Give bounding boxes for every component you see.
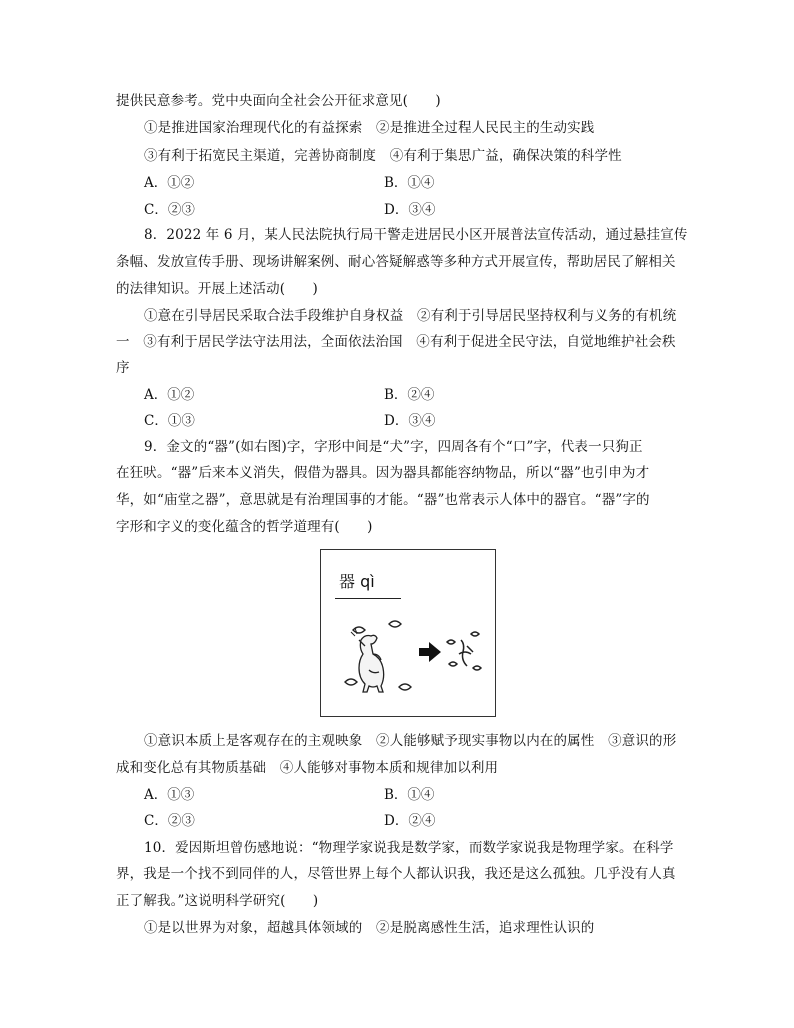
q9-stem-line1: 9．金文的“器”(如右图)字，字形中间是“犬”字，四周各有个“口”字，代表一只狗正: [144, 439, 643, 455]
q7-option-b[interactable]: B．①④: [384, 175, 435, 191]
q7-stem-tail: 提供民意参考。党中央面向全社会公开征求意见( ): [116, 93, 441, 109]
figure-title: 器 qì: [339, 572, 375, 591]
q8-option-c[interactable]: C．①③: [144, 413, 195, 429]
q8-items-line1: ①意在引导居民采取合法手段维护自身权益 ②有利于引导居民坚持权利与义务的有机统: [144, 308, 677, 324]
q7-items-line2: ③有利于拓宽民主渠道，完善协商制度 ④有利于集思广益，确保决策的科学性: [144, 148, 622, 164]
mouth-mark-top-left: [353, 627, 365, 633]
q8-stem-line1: 8．2022 年 6 月，某人民法院执行局干警走进居民小区开展普法宣传活动，通过悬挂宣传: [144, 227, 688, 243]
q7-option-c[interactable]: C．②③: [144, 202, 195, 218]
mouth-mark-bottom-right: [399, 684, 411, 690]
q9-option-a[interactable]: A．①③: [144, 787, 195, 803]
mouth-mark-top-right: [389, 621, 401, 627]
q9-stem-line4: 字形和字义的变化蕴含的哲学道理有( ): [116, 519, 373, 535]
q10-stem-line3: 正了解我。”这说明科学研究( ): [116, 893, 319, 909]
q8-items-line3: 序: [116, 360, 130, 376]
q9-figure: [320, 549, 496, 717]
bronze-character-illustration: [321, 550, 497, 718]
arrow-right-icon: [419, 642, 441, 662]
q9-items-line1: ①意识本质上是客观存在的主观映象 ②人能够赋予现实事物以内在的属性 ③意识的形: [144, 733, 677, 749]
q9-option-b[interactable]: B．①④: [384, 787, 435, 803]
q8-option-a[interactable]: A．①②: [144, 387, 195, 403]
q7-option-a[interactable]: A．①②: [144, 175, 195, 191]
q9-option-c[interactable]: C．②③: [144, 813, 195, 829]
q9-items-line2: 成和变化总有其物质基础 ④人能够对事物本质和规律加以利用: [116, 760, 499, 776]
q7-option-d[interactable]: D．③④: [384, 202, 436, 218]
q9-option-d[interactable]: D．②④: [384, 813, 436, 829]
q9-stem-line2: 在狂吠。“器”后来本义消失，假借为器具。因为器具都能容纳物品，所以“器”也引申为才: [116, 465, 650, 481]
q8-option-b[interactable]: B．②④: [384, 387, 435, 403]
q8-option-d[interactable]: D．③④: [384, 413, 436, 429]
q8-stem-line3: 的法律知识。开展上述活动( ): [116, 281, 318, 297]
q10-stem-line1: 10．爱因斯坦曾伤感地说：“物理学家说我是数学家，而数学家说我是物理学家。在科学: [144, 840, 674, 856]
q9-stem-line3: 华，如“庙堂之器”，意思就是有治理国事的才能。“器”也常表示人体中的器官。“器”字的: [116, 492, 650, 508]
q8-stem-line2: 条幅、发放宣传手册、现场讲解案例、耐心答疑解惑等多种方式开展宣传，帮助居民了解相关: [116, 254, 676, 270]
simplified-glyph: [447, 632, 481, 670]
mouth-mark-bottom-left: [345, 679, 357, 685]
q10-items-line1: ①是以世界为对象，超越具体领域的 ②是脱离感性生活，追求理性认识的: [144, 920, 595, 936]
q8-items-line2: 一 ③有利于居民学法守法用法，全面依法治国 ④有利于促进全民守法，自觉地维护社会秩: [116, 334, 676, 350]
dog-figure: [359, 635, 384, 692]
q10-stem-line2: 界，我是一个找不到同伴的人，尽管世界上每个人都认识我，我还是这么孤独。几乎没有人真: [116, 866, 676, 882]
q7-items-line1: ①是推进国家治理现代化的有益探索 ②是推进全过程人民民主的生动实践: [144, 120, 595, 136]
